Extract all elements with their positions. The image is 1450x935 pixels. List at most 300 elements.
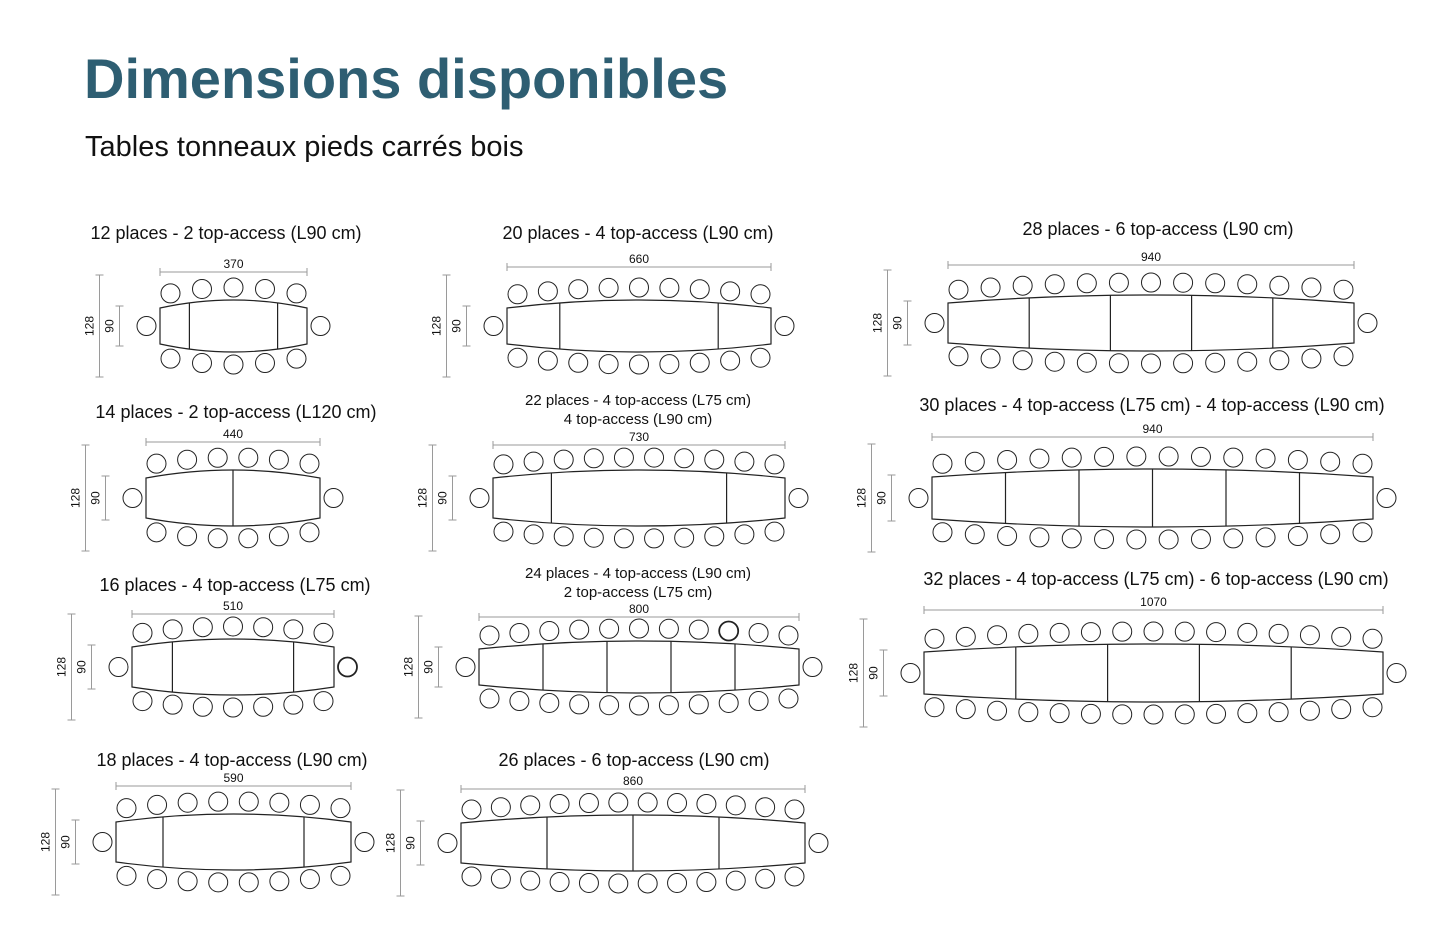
- seat-top: [981, 278, 1000, 297]
- seat-top: [462, 800, 481, 819]
- seat-top: [193, 279, 212, 298]
- seat-top: [1077, 274, 1096, 293]
- seat-bottom: [239, 873, 258, 892]
- length-label: 510: [222, 599, 244, 613]
- table-top-outline: [160, 300, 307, 352]
- seat-bottom: [1077, 353, 1096, 372]
- length-label: 860: [622, 774, 644, 788]
- table-top-outline: [132, 639, 334, 695]
- seat-bottom: [1109, 354, 1128, 373]
- seat-bottom: [599, 355, 618, 374]
- seat-bottom: [988, 701, 1007, 720]
- seat-bottom: [148, 870, 167, 889]
- seat-top: [117, 799, 136, 818]
- seat-top: [1224, 448, 1243, 467]
- seat-top: [1300, 626, 1319, 645]
- inner-width-label: 90: [102, 319, 117, 333]
- seat-top: [1256, 449, 1275, 468]
- seat-top: [719, 622, 738, 641]
- seat-bottom: [584, 528, 603, 547]
- seat-top: [147, 454, 166, 473]
- seat-bottom: [965, 525, 984, 544]
- seat-top: [494, 455, 513, 474]
- seat-bottom: [981, 349, 1000, 368]
- table-title: 32 places - 4 top-access (L75 cm) - 6 top-access (L90 cm): [923, 569, 1389, 589]
- seat-top: [538, 282, 557, 301]
- seat-bottom: [609, 874, 628, 893]
- seat-bottom: [209, 873, 228, 892]
- seat-bottom: [117, 866, 136, 885]
- seat-bottom: [697, 873, 716, 892]
- seat-top: [1113, 622, 1132, 641]
- seat-top: [1142, 273, 1161, 292]
- seat-top: [988, 626, 1007, 645]
- seat-top: [148, 795, 167, 814]
- seat-top: [269, 450, 288, 469]
- seat-top: [1045, 275, 1064, 294]
- seat-end-left: [909, 489, 928, 508]
- seat-bottom: [705, 527, 724, 546]
- seat-top: [300, 454, 319, 473]
- seat-bottom: [1127, 530, 1146, 549]
- outer-width-label: 128: [68, 487, 83, 509]
- table-top-outline: [948, 295, 1354, 351]
- seat-end-right: [1358, 314, 1377, 333]
- table-diagram-24: [402, 565, 823, 718]
- seat-bottom: [668, 873, 687, 892]
- seat-top: [965, 452, 984, 471]
- seat-bottom: [1030, 528, 1049, 547]
- seat-top: [521, 796, 540, 815]
- table-diagram-12: [83, 223, 362, 377]
- seat-bottom: [508, 348, 527, 367]
- seat-bottom: [1256, 528, 1275, 547]
- seat-bottom: [949, 347, 968, 366]
- seat-end-right: [1377, 489, 1396, 508]
- seat-top: [1238, 275, 1257, 294]
- seat-bottom: [462, 867, 481, 886]
- seat-top: [599, 278, 618, 297]
- seat-end-left: [123, 489, 142, 508]
- length-label: 940: [1140, 250, 1162, 264]
- seat-bottom: [660, 355, 679, 374]
- seat-bottom: [270, 872, 289, 891]
- seat-bottom: [614, 529, 633, 548]
- seat-end-right: [789, 489, 808, 508]
- seat-top: [614, 448, 633, 467]
- seat-bottom: [1050, 704, 1069, 723]
- inner-width-label: 90: [421, 660, 436, 674]
- seat-top: [284, 620, 303, 639]
- seat-top: [163, 620, 182, 639]
- seat-top: [1353, 454, 1372, 473]
- seat-top: [584, 449, 603, 468]
- seat-top: [1174, 273, 1193, 292]
- seat-bottom: [224, 698, 243, 717]
- seat-bottom: [494, 522, 513, 541]
- seat-bottom: [630, 355, 649, 374]
- seat-bottom: [690, 353, 709, 372]
- seat-bottom: [224, 355, 243, 374]
- seat-top: [1013, 276, 1032, 295]
- seat-bottom: [208, 529, 227, 548]
- seat-top: [1030, 449, 1049, 468]
- table-title: 16 places - 4 top-access (L75 cm): [99, 575, 371, 595]
- seat-top: [675, 449, 694, 468]
- seat-bottom: [1159, 530, 1178, 549]
- seat-top: [735, 452, 754, 471]
- seat-bottom: [675, 528, 694, 547]
- seat-bottom: [284, 695, 303, 714]
- length-label: 730: [628, 430, 650, 444]
- seat-bottom: [630, 696, 649, 715]
- seat-top: [668, 794, 687, 813]
- seat-end-right: [338, 658, 357, 677]
- seat-bottom: [538, 351, 557, 370]
- seat-top: [697, 794, 716, 813]
- seat-bottom: [638, 874, 657, 893]
- seat-bottom: [1206, 353, 1225, 372]
- seat-bottom: [719, 693, 738, 712]
- seat-top: [630, 619, 649, 638]
- table-top-outline: [507, 300, 771, 352]
- length-label: 440: [222, 427, 244, 441]
- table-title: 28 places - 6 top-access (L90 cm): [1022, 219, 1294, 239]
- seat-bottom: [524, 525, 543, 544]
- seat-top: [1175, 622, 1194, 641]
- seat-bottom: [1144, 705, 1163, 724]
- inner-width-label: 90: [866, 666, 881, 680]
- seat-top: [270, 793, 289, 812]
- seat-bottom: [765, 522, 784, 541]
- seat-bottom: [133, 692, 152, 711]
- seat-end-left: [925, 314, 944, 333]
- seat-bottom: [933, 523, 952, 542]
- inner-width-label: 90: [449, 319, 464, 333]
- seat-top: [1363, 629, 1382, 648]
- seat-top: [314, 623, 333, 642]
- seat-bottom: [521, 871, 540, 890]
- seat-top: [224, 278, 243, 297]
- seat-top: [638, 793, 657, 812]
- seat-top: [660, 278, 679, 297]
- seat-top: [1302, 278, 1321, 297]
- seat-top: [765, 455, 784, 474]
- table-top-outline: [116, 814, 351, 870]
- seat-top: [689, 620, 708, 639]
- seat-bottom: [254, 697, 273, 716]
- seat-bottom: [239, 529, 258, 548]
- length-label: 940: [1142, 422, 1163, 436]
- seat-top: [1207, 623, 1226, 642]
- outer-width-label: 128: [854, 487, 869, 509]
- seat-top: [569, 280, 588, 299]
- seat-top: [705, 450, 724, 469]
- table-title: 24 places - 4 top-access (L90 cm): [525, 565, 751, 582]
- seat-top: [491, 798, 510, 817]
- table-title: 30 places - 4 top-access (L75 cm) - 4 top-access (L90 cm): [919, 395, 1385, 415]
- seat-bottom: [163, 695, 182, 714]
- table-diagram-14: [69, 402, 377, 551]
- seat-end-left: [470, 489, 489, 508]
- seat-end-right: [803, 658, 822, 677]
- seat-bottom: [1113, 705, 1132, 724]
- outer-width-label: 128: [846, 662, 861, 684]
- inner-width-label: 90: [435, 491, 450, 505]
- seat-top: [287, 284, 306, 303]
- seat-top: [256, 279, 275, 298]
- inner-width-label: 90: [74, 660, 89, 674]
- outer-width-label: 128: [383, 832, 398, 854]
- seat-bottom: [756, 869, 775, 888]
- seat-bottom: [256, 354, 275, 373]
- seat-bottom: [721, 351, 740, 370]
- seat-bottom: [269, 527, 288, 546]
- table-top-outline: [479, 641, 799, 693]
- table-diagram-18: [39, 750, 375, 895]
- seat-bottom: [1238, 352, 1257, 371]
- seat-top: [933, 454, 952, 473]
- seat-top: [1334, 280, 1353, 299]
- inner-width-label: 90: [58, 835, 73, 849]
- seat-bottom: [570, 695, 589, 714]
- seat-top: [785, 800, 804, 819]
- seat-bottom: [1191, 530, 1210, 549]
- seat-top: [239, 448, 258, 467]
- seat-top: [1238, 623, 1257, 642]
- seat-top: [1081, 623, 1100, 642]
- seat-top: [1127, 447, 1146, 466]
- outer-width-label: 128: [38, 831, 53, 853]
- table-diagram-16: [55, 575, 371, 720]
- seat-bottom: [1321, 525, 1340, 544]
- seat-end-left: [438, 834, 457, 853]
- seat-end-right: [324, 489, 343, 508]
- table-top-outline: [924, 644, 1383, 702]
- seat-top: [510, 623, 529, 642]
- table-diagram-28: [871, 219, 1378, 376]
- seat-bottom: [1045, 352, 1064, 371]
- seat-bottom: [554, 527, 573, 546]
- seat-bottom: [1300, 701, 1319, 720]
- seat-end-left: [137, 317, 156, 336]
- seat-top: [579, 794, 598, 813]
- seat-top: [178, 793, 197, 812]
- seat-bottom: [1288, 527, 1307, 546]
- seat-top: [721, 282, 740, 301]
- seat-end-left: [109, 658, 128, 677]
- seat-top: [1050, 623, 1069, 642]
- length-label: 590: [223, 771, 244, 785]
- seat-bottom: [1332, 700, 1351, 719]
- seat-top: [756, 798, 775, 817]
- outer-width-label: 128: [415, 487, 430, 509]
- seat-top: [1332, 627, 1351, 646]
- seat-top: [925, 629, 944, 648]
- seat-bottom: [600, 696, 619, 715]
- inner-width-label: 90: [403, 836, 418, 850]
- seat-top: [645, 448, 664, 467]
- seat-top: [300, 795, 319, 814]
- seat-top: [956, 627, 975, 646]
- seat-bottom: [1363, 698, 1382, 717]
- seat-bottom: [1207, 704, 1226, 723]
- table-title: 2 top-access (L75 cm): [563, 584, 713, 601]
- seat-bottom: [178, 527, 197, 546]
- seat-top: [554, 450, 573, 469]
- seat-bottom: [998, 527, 1017, 546]
- seat-top: [550, 794, 569, 813]
- seat-top: [690, 280, 709, 299]
- seat-top: [178, 450, 197, 469]
- seat-bottom: [1224, 529, 1243, 548]
- length-label: 660: [628, 252, 650, 266]
- seat-top: [1269, 624, 1288, 643]
- seat-bottom: [1062, 529, 1081, 548]
- seat-bottom: [161, 349, 180, 368]
- seat-bottom: [1081, 704, 1100, 723]
- table-title: 18 places - 4 top-access (L90 cm): [96, 750, 368, 770]
- seat-bottom: [1270, 351, 1289, 370]
- seat-top: [1270, 276, 1289, 295]
- seat-top: [508, 285, 527, 304]
- seat-bottom: [1019, 703, 1038, 722]
- outer-width-label: 128: [54, 656, 69, 678]
- table-diagram-22: [416, 392, 809, 551]
- seat-bottom: [751, 348, 770, 367]
- seat-bottom: [540, 693, 559, 712]
- seat-bottom: [300, 523, 319, 542]
- seat-bottom: [579, 873, 598, 892]
- seat-top: [749, 623, 768, 642]
- seat-bottom: [726, 871, 745, 890]
- seat-end-right: [355, 833, 374, 852]
- outer-width-label: 128: [82, 315, 97, 337]
- table-title: 26 places - 6 top-access (L90 cm): [498, 750, 770, 770]
- seat-bottom: [1334, 347, 1353, 366]
- table-title: 12 places - 2 top-access (L90 cm): [90, 223, 362, 243]
- seat-bottom: [491, 869, 510, 888]
- seat-top: [524, 452, 543, 471]
- seat-bottom: [735, 525, 754, 544]
- seat-bottom: [287, 349, 306, 368]
- length-label: 1070: [1140, 595, 1167, 609]
- seat-top: [779, 626, 798, 645]
- seat-bottom: [785, 867, 804, 886]
- seat-bottom: [1238, 704, 1257, 723]
- seat-top: [949, 280, 968, 299]
- seat-top: [161, 284, 180, 303]
- seat-top: [133, 623, 152, 642]
- seat-end-right: [311, 317, 330, 336]
- seat-end-right: [1387, 664, 1406, 683]
- seat-top: [331, 799, 350, 818]
- seat-end-left: [901, 664, 920, 683]
- seat-bottom: [147, 523, 166, 542]
- seat-bottom: [193, 697, 212, 716]
- table-title: 14 places - 2 top-access (L120 cm): [95, 402, 377, 422]
- seat-top: [540, 622, 559, 641]
- table-diagram-32: [847, 569, 1407, 727]
- seat-bottom: [1353, 523, 1372, 542]
- seat-top: [1159, 447, 1178, 466]
- seat-end-left: [93, 833, 112, 852]
- seat-end-right: [809, 834, 828, 853]
- seat-top: [254, 618, 273, 637]
- seat-top: [1321, 452, 1340, 471]
- seat-top: [1288, 450, 1307, 469]
- outer-width-label: 128: [870, 312, 885, 334]
- seat-top: [208, 448, 227, 467]
- seat-bottom: [510, 692, 529, 711]
- seat-bottom: [1142, 354, 1161, 373]
- seat-top: [1206, 274, 1225, 293]
- seat-top: [209, 792, 228, 811]
- seat-bottom: [1269, 703, 1288, 722]
- seat-top: [659, 619, 678, 638]
- seat-end-left: [456, 658, 475, 677]
- seat-bottom: [659, 696, 678, 715]
- seat-bottom: [480, 689, 499, 708]
- outer-width-label: 128: [401, 656, 416, 678]
- table-diagram-26: [384, 750, 829, 896]
- seat-bottom: [331, 866, 350, 885]
- seat-top: [600, 619, 619, 638]
- seat-bottom: [779, 689, 798, 708]
- seat-top: [1144, 622, 1163, 641]
- page-subtitle: Tables tonneaux pieds carrés bois: [85, 131, 524, 163]
- seat-bottom: [569, 353, 588, 372]
- inner-width-label: 90: [890, 316, 905, 330]
- seat-bottom: [178, 872, 197, 891]
- seat-bottom: [1175, 705, 1194, 724]
- seat-top: [1062, 448, 1081, 467]
- seat-end-right: [775, 317, 794, 336]
- table-title: 20 places - 4 top-access (L90 cm): [502, 223, 774, 243]
- seat-bottom: [1302, 349, 1321, 368]
- seat-top: [480, 626, 499, 645]
- table-diagram-30: [855, 395, 1397, 552]
- seat-bottom: [550, 873, 569, 892]
- table-title: 22 places - 4 top-access (L75 cm): [525, 392, 751, 409]
- seat-top: [1109, 273, 1128, 292]
- table-top-outline: [493, 470, 785, 526]
- inner-width-label: 90: [874, 491, 889, 505]
- length-label: 370: [223, 257, 244, 271]
- table-diagram-20: [430, 223, 795, 377]
- seat-bottom: [956, 700, 975, 719]
- seat-top: [239, 792, 258, 811]
- seat-bottom: [645, 529, 664, 548]
- seat-top: [1019, 624, 1038, 643]
- page-title: Dimensions disponibles: [84, 47, 729, 110]
- seat-top: [998, 450, 1017, 469]
- seat-bottom: [300, 870, 319, 889]
- table-title: 4 top-access (L90 cm): [563, 411, 713, 428]
- seat-top: [193, 618, 212, 637]
- seat-top: [609, 793, 628, 812]
- seat-top: [1095, 447, 1114, 466]
- seat-bottom: [689, 695, 708, 714]
- length-label: 800: [628, 602, 650, 616]
- inner-width-label: 90: [88, 491, 103, 505]
- seat-top: [630, 278, 649, 297]
- seat-top: [224, 617, 243, 636]
- seat-bottom: [925, 698, 944, 717]
- seat-bottom: [1095, 530, 1114, 549]
- seat-bottom: [314, 692, 333, 711]
- outer-width-label: 128: [429, 315, 444, 337]
